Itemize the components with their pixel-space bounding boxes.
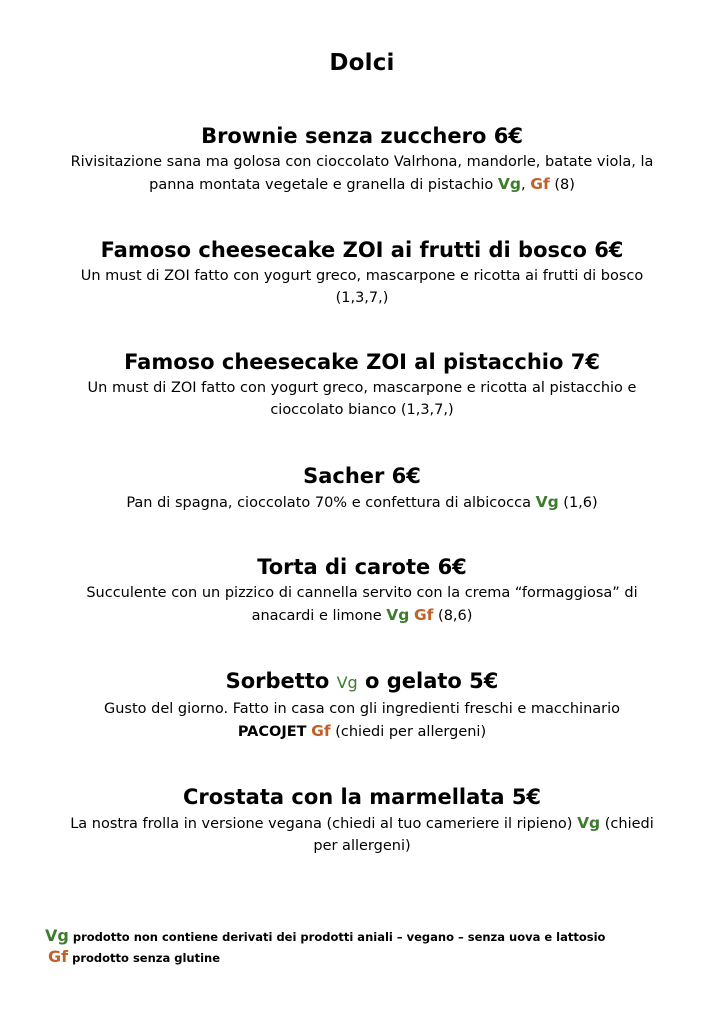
allergens: (1,6) (563, 495, 598, 511)
menu-item-sorbetto (30, 667, 694, 743)
desc-line: Succulente con un pizzico di cannella servito con la crema “formaggiosa” di (86, 585, 638, 601)
desc-line: Un must di ZOI fatto con yogurt greco, mascarpone e ricotta al pistacchio e (87, 380, 637, 396)
item-title: Sacher 6€ (303, 464, 421, 488)
gluten-free-tag: Gf (530, 175, 550, 193)
item-description (30, 582, 694, 627)
desc-line: La nostra frolla in versione vegana (chiedi al tuo cameriere il ripieno) (70, 816, 573, 832)
desc-line: panna montata vegetale e granella di pistachio (149, 177, 494, 193)
vegan-tag: Vg (386, 606, 410, 624)
menu-item-crostata (30, 783, 694, 857)
desc-line: Gusto del giorno. Fatto in casa con gli ingredienti freschi e macchinario (103, 701, 621, 717)
gluten-free-tag: Gf (48, 947, 69, 966)
item-description (30, 265, 694, 309)
legend-text: prodotto non contiene derivati dei prodotti aniali – vegano – senza uova e lattosio (72, 930, 606, 944)
legend-vegan (45, 926, 705, 947)
menu-item-torta-carote (30, 553, 694, 627)
title-part: Sorbetto (225, 669, 330, 693)
legend-text: prodotto senza glutine (72, 951, 221, 965)
vegan-tag: Vg (45, 926, 69, 945)
vegan-tag: Vg (535, 493, 559, 511)
menu-item-cheesecake-pistacchio (30, 348, 694, 421)
item-title: Torta di carote 6€ (257, 555, 467, 579)
vegan-tag: Vg (577, 814, 601, 832)
item-description (30, 812, 694, 857)
item-description (30, 698, 694, 743)
menu-item-brownie (30, 122, 694, 196)
tag-separator: , (521, 177, 526, 193)
item-title (30, 667, 694, 697)
allergens: (1,3,7,) (335, 290, 389, 306)
desc-line: cioccolato bianco (1,3,7,) (270, 402, 454, 418)
legend (45, 926, 705, 968)
menu-item-sacher (30, 462, 694, 514)
desc-line: anacardi e limone (251, 608, 382, 624)
legend-gluten-free (45, 947, 705, 968)
vegan-tag: Vg (497, 175, 522, 193)
item-description (30, 151, 694, 196)
brand-name: PACOJET (237, 724, 307, 740)
item-description (30, 377, 694, 421)
item-title: Famoso cheesecake ZOI ai frutti di bosco 6€ (100, 238, 624, 262)
allergens: (8,6) (438, 608, 473, 624)
gluten-free-tag: Gf (413, 606, 434, 624)
title-part: o gelato 5€ (365, 669, 499, 693)
allergens: (8) (554, 177, 575, 193)
gluten-free-tag: Gf (311, 722, 331, 740)
page-title: Dolci (329, 50, 395, 76)
desc-line: Un must di ZOI fatto con yogurt greco, mascarpone e ricotta ai frutti di bosco (80, 268, 644, 284)
menu-item-cheesecake-frutti (30, 236, 694, 309)
desc-line: (chiedi per allergeni) (335, 724, 487, 740)
item-title: Brownie senza zucchero 6€ (201, 124, 523, 148)
desc-line: per allergeni) (313, 838, 411, 854)
item-title: Crostata con la marmellata 5€ (182, 785, 542, 809)
item-title: Famoso cheesecake ZOI al pistacchio 7€ (124, 350, 600, 374)
desc-line: (chiedi (604, 816, 654, 832)
vegan-tag: Vg (336, 673, 358, 692)
item-description (30, 491, 694, 514)
desc-line: Pan di spagna, cioccolato 70% e confettura di albicocca (126, 495, 531, 511)
desc-line: Rivisitazione sana ma golosa con cioccolato Valrhona, mandorle, batate viola, la (70, 154, 654, 170)
